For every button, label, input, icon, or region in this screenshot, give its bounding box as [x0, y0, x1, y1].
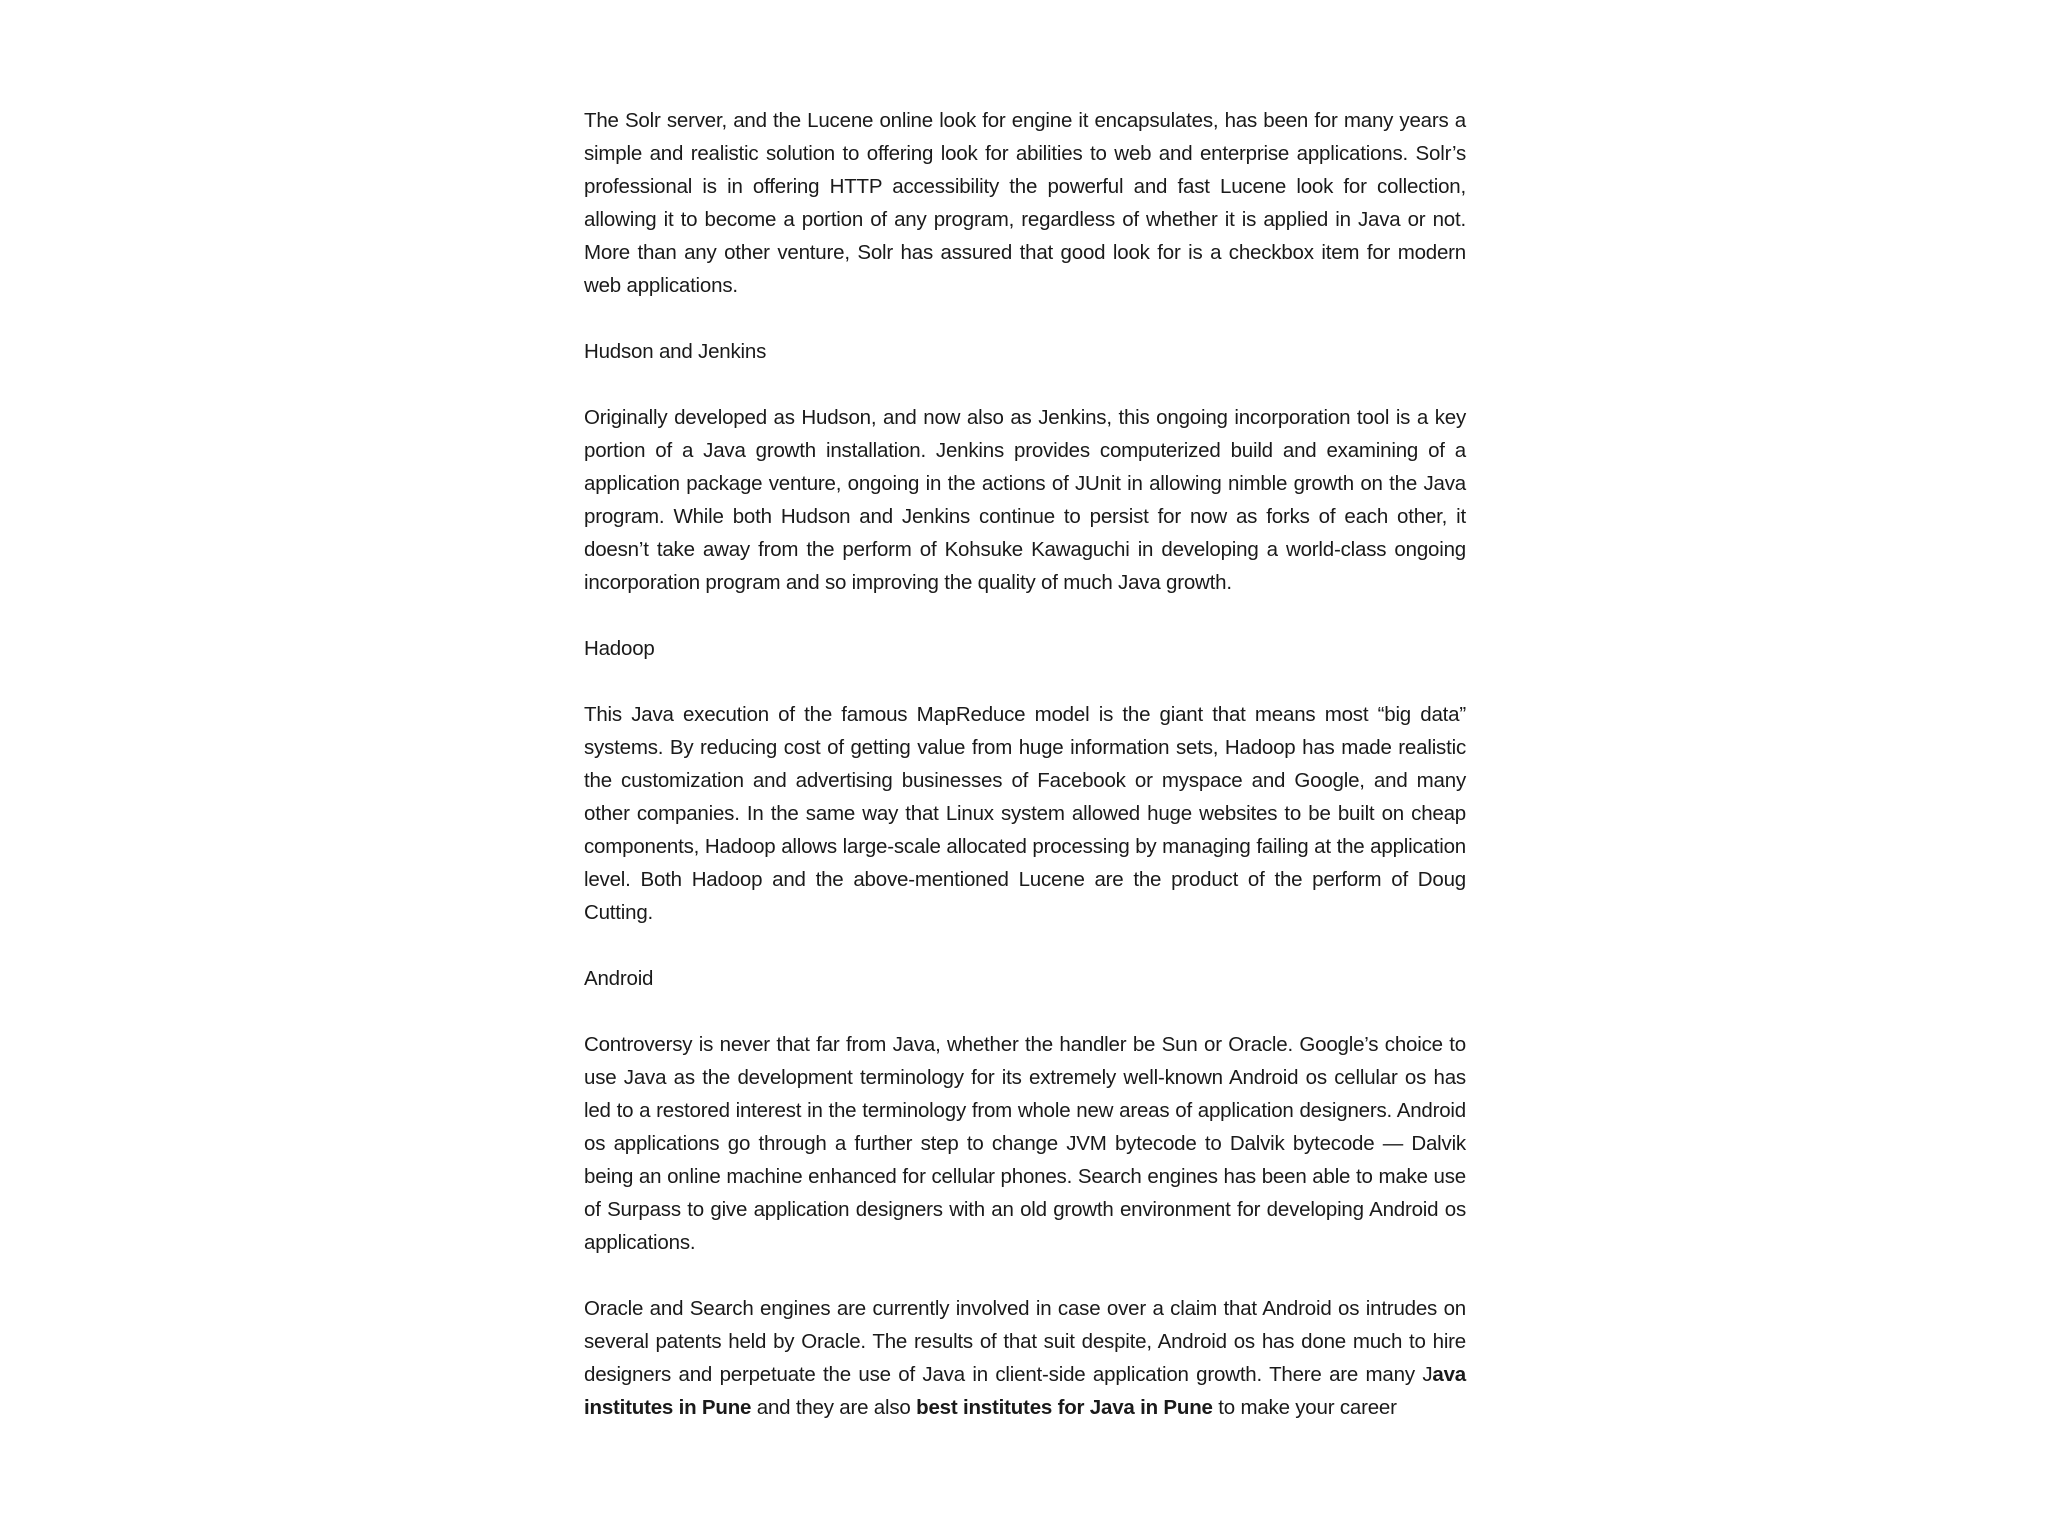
paragraph-oracle-text-a: Oracle and Search engines are currently involved in case over a claim that Android os intrudes on several patents held by Oracle. The results of that suit despite, Android os has done much to hire designers and perpetuate the use of Java in client-side application growth. There are many J [584, 1297, 1466, 1386]
keyword-best-institutes-java-pune: best institutes for Java in Pune [916, 1396, 1213, 1419]
paragraph-hudson-jenkins: Originally developed as Hudson, and now also as Jenkins, this ongoing incorporation tool is a key portion of a Java growth installation. Jenkins provides computerized build and examining of a application package venture, ongoing in the actions of JUnit in allowing nimble growth on the Java program. While both Hudson and Jenkins continue to persist for now as forks of each other, it doesn’t take away from the perform of Kohsuke Kawaguchi in developing a world-class ongoing incorporation program and so improving the quality of much Java growth. [584, 406, 1466, 594]
paragraph-oracle-text-b: and they are also [751, 1396, 917, 1419]
paragraph-android: Controversy is never that far from Java, whether the handler be Sun or Oracle. Google’s choice to use Java as the development terminology for its extremely well-known Android os cellular os has led to a restored interest in the terminology from whole new areas of application designers. Android os applications go through a further step to change JVM bytecode to Dalvik bytecode — Dalvik being an online machine enhanced for cellular phones. Search engines has been able to make use of Surpass to give application designers with an old growth environment for developing Android os applications. [584, 1033, 1466, 1254]
document-body [584, 104, 1466, 1424]
heading-hudson-jenkins: Hudson and Jenkins [584, 340, 767, 363]
paragraph-oracle [584, 1292, 1466, 1424]
paragraph-solr: The Solr server, and the Lucene online look for engine it encapsulates, has been for many years a simple and realistic solution to offering look for abilities to web and enterprise applications. Solr’s professional is in offering HTTP accessibility the powerful and fast Lucene look for collection, allowing it to become a portion of any program, regardless of whether it is applied in Java or not. More than any other venture, Solr has assured that good look for is a checkbox item for modern web applications. [584, 109, 1466, 297]
keyword-java-institutes-pune: ava institutes in Pune [584, 1363, 1466, 1419]
paragraph-oracle-text-c: to make your career [1212, 1396, 1397, 1419]
paragraph-hadoop: This Java execution of the famous MapReduce model is the giant that means most “big data” systems. By reducing cost of getting value from huge information sets, Hadoop has made realistic the customization and advertising businesses of Facebook or myspace and Google, and many other companies. In the same way that Linux system allowed huge websites to be built on cheap components, Hadoop allows large-scale allocated processing by managing failing at the application level. Both Hadoop and the above-mentioned Lucene are the product of the perform of Doug Cutting. [584, 703, 1466, 924]
heading-android: Android [584, 967, 654, 990]
heading-hadoop: Hadoop [584, 637, 655, 660]
